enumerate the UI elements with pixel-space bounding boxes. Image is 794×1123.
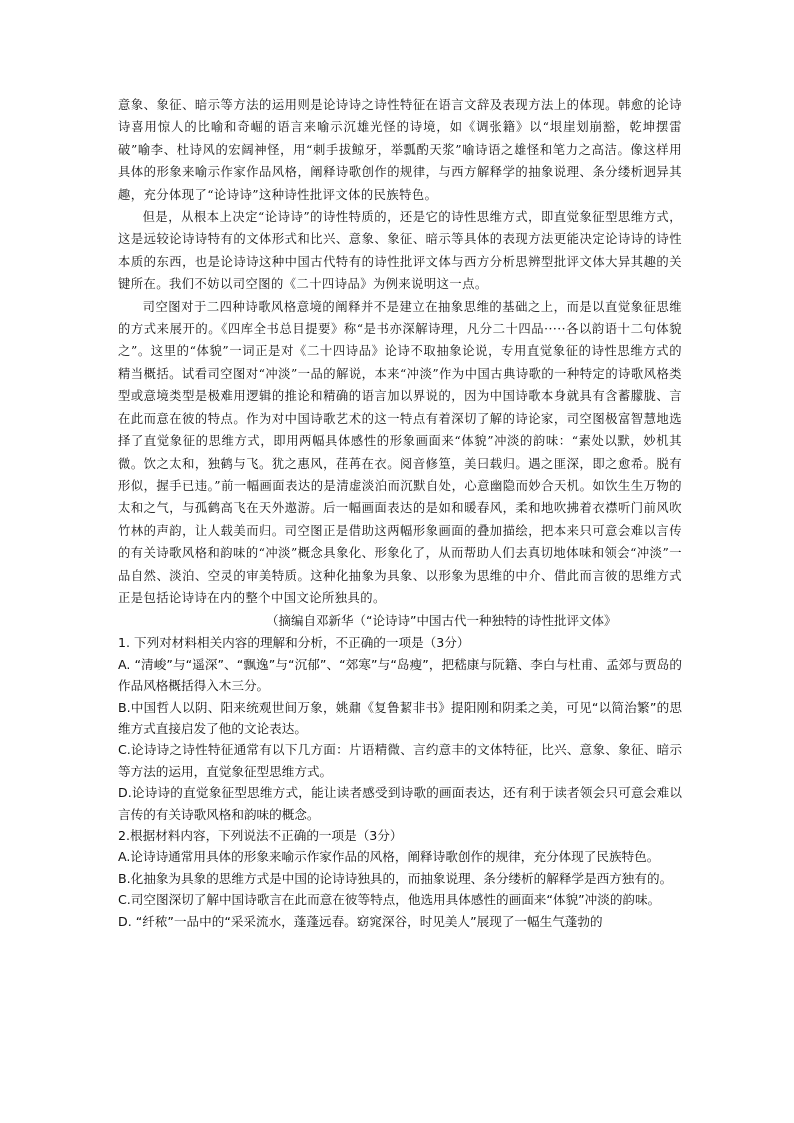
question-list — [118, 632, 682, 932]
question-1-option-c: C.论诗诗之诗性特征通常有以下几方面：片语精微、言约意丰的文体特征，比兴、意象、象征、暗示等方法的运用，直觉象征型思维方式。 — [118, 742, 682, 779]
reading-passage — [118, 94, 682, 609]
question-1-option-b: B.中国哲人以阴、阳来统观世间万象，姚鼐《复鲁絜非书》提阳刚和阴柔之美，可见“以简治繁”的思维方式直接启发了他的文论表达。 — [118, 699, 682, 736]
passage-source: （摘编自邓新华（“论诗诗”中国古代一种独特的诗性批评文体》 — [266, 613, 617, 629]
document-page — [118, 94, 682, 932]
question-2-stem: 2.根据材料内容，下列说法不正确的一项是（3分） — [118, 828, 403, 843]
question-2-option-c: C.司空图深切了解中国诗歌言在此而意在彼等特点，他选用具体感性的画面来“体貌”冲淡的韵味。 — [118, 892, 661, 908]
passage-paragraph-2: 但是，从根本上决定“论诗诗”的诗性特质的，还是它的诗性思维方式，即直觉象征型思维方式，这是远较论诗诗特有的文体形式和比兴、意象、象征、暗示等具体的表现方法更能决定论诗诗的诗性本质的东西，也是论诗诗这种中国古代特有的诗性批评文体与西方分析思辨型批评文体大异其趣的关键所在。我们不妨以司空图的《二十四诗品》为例来说明这一点。 — [118, 210, 682, 292]
question-2-option-d: D. “纤秾”一品中的“采采流水，蓬蓬远春。窈窕深谷，时见美人”展现了一幅生气蓬勃的 — [118, 913, 603, 929]
question-1-stem: 1. 下列对材料相关内容的理解和分析，不正确的一项是（3分） — [118, 635, 470, 651]
passage-paragraph-1: 意象、象征、暗示等方法的运用则是论诗诗之诗性特征在语言文辞及表现方法上的体现。韩愈的论诗诗喜用惊人的比喻和奇崛的语言来喻示沉雄光怪的诗境，如《调张籍》以“垠崖划崩豁，乾坤摆雷破”喻李、杜诗风的宏阔神怪，用“刺手拔鲸牙，举瓢酌天浆”喻诗语之雄怪和笔力之高洁。像这样用具体的形象来喻示作家作品风格，阐释诗歌创作的规律，与西方解释学的抽象说理、条分缕析迥异其趣，充分体现了“论诗诗”这种诗性批评文体的民族特色。 — [118, 98, 682, 202]
question-1-option-a: A. “清峻”与“遥深”、“飘逸”与“沉郁”、“郊寒”与“岛瘦”，把嵇康与阮籍、李白与杜甫、孟郊与贾岛的作品风格概括得入木三分。 — [118, 656, 682, 694]
question-2-option-b: B.化抽象为具象的思维方式是中国的论诗诗独具的，而抽象说理、条分缕析的解释学是西方独有的。 — [118, 870, 673, 886]
question-1-option-d: D.论诗诗的直觉象征型思维方式，能让读者感受到诗歌的画面表达，还有利于读者领会只可意会难以言传的有关诗歌风格和韵味的概念。 — [118, 785, 682, 822]
passage-paragraph-3: 司空图对于二四种诗歌风格意境的阐释并不是建立在抽象思维的基础之上，而是以直觉象征思维的方式来展开的。《四库全书总目提要》称“是书亦深解诗理，凡分二十四品·····各以韵语十二句体貌之”。这里的“体貌”一词正是对《二十四诗品》论诗不取抽象论说，专用直觉象征的诗性思维方式的精当概括。试看司空图对“冲淡”一品的解说，本来“冲淡”作为中国古典诗歌的一种特定的诗歌风格类型或意境类型是极难用逻辑的推论和精确的语言加以界说的，因为中国诗歌本身就具有含蓄朦胧、言在此而意在彼的特点。作为对中国诗歌艺术的这一特点有着深切了解的诗论家，司空图极富智慧地选择了直觉象征的思维方式，即用两幅具体感性的形象画面来“体貌”冲淡的韵味：“素处以默，妙机其微。饮之太和，独鹤与飞。犹之惠风，荏苒在衣。阅音修篁，美曰载归。遇之匪深，即之愈希。脱有形似，握手已违。”前一幅画面表达的是清虚淡泊而沉默自处，心意幽隐而妙合天机。如饮生生万物的太和之气，与孤鹤高飞在天外遨游。后一幅画面表达的是如和暖春风，柔和地吹拂着衣襟听门前风吹竹林的声韵，让人载美而归。司空图正是借助这两幅形象画面的叠加描绘，把本来只可意会难以言传的有关诗歌风格和韵味的“冲淡”概念具象化、形象化了，从而帮助人们去真切地体味和领会“冲淡”一品自然、淡泊、空灵的审美特质。这种化抽象为具象、以形象为思维的中介、借此而言彼的思维方式正是包括论诗诗在内的整个中国文论所独具的。 — [118, 299, 682, 605]
question-2-option-a: A.论诗诗通常用具体的形象来喻示作家作品的风格，阐释诗歌创作的规律，充分体现了民族特色。 — [118, 849, 660, 865]
